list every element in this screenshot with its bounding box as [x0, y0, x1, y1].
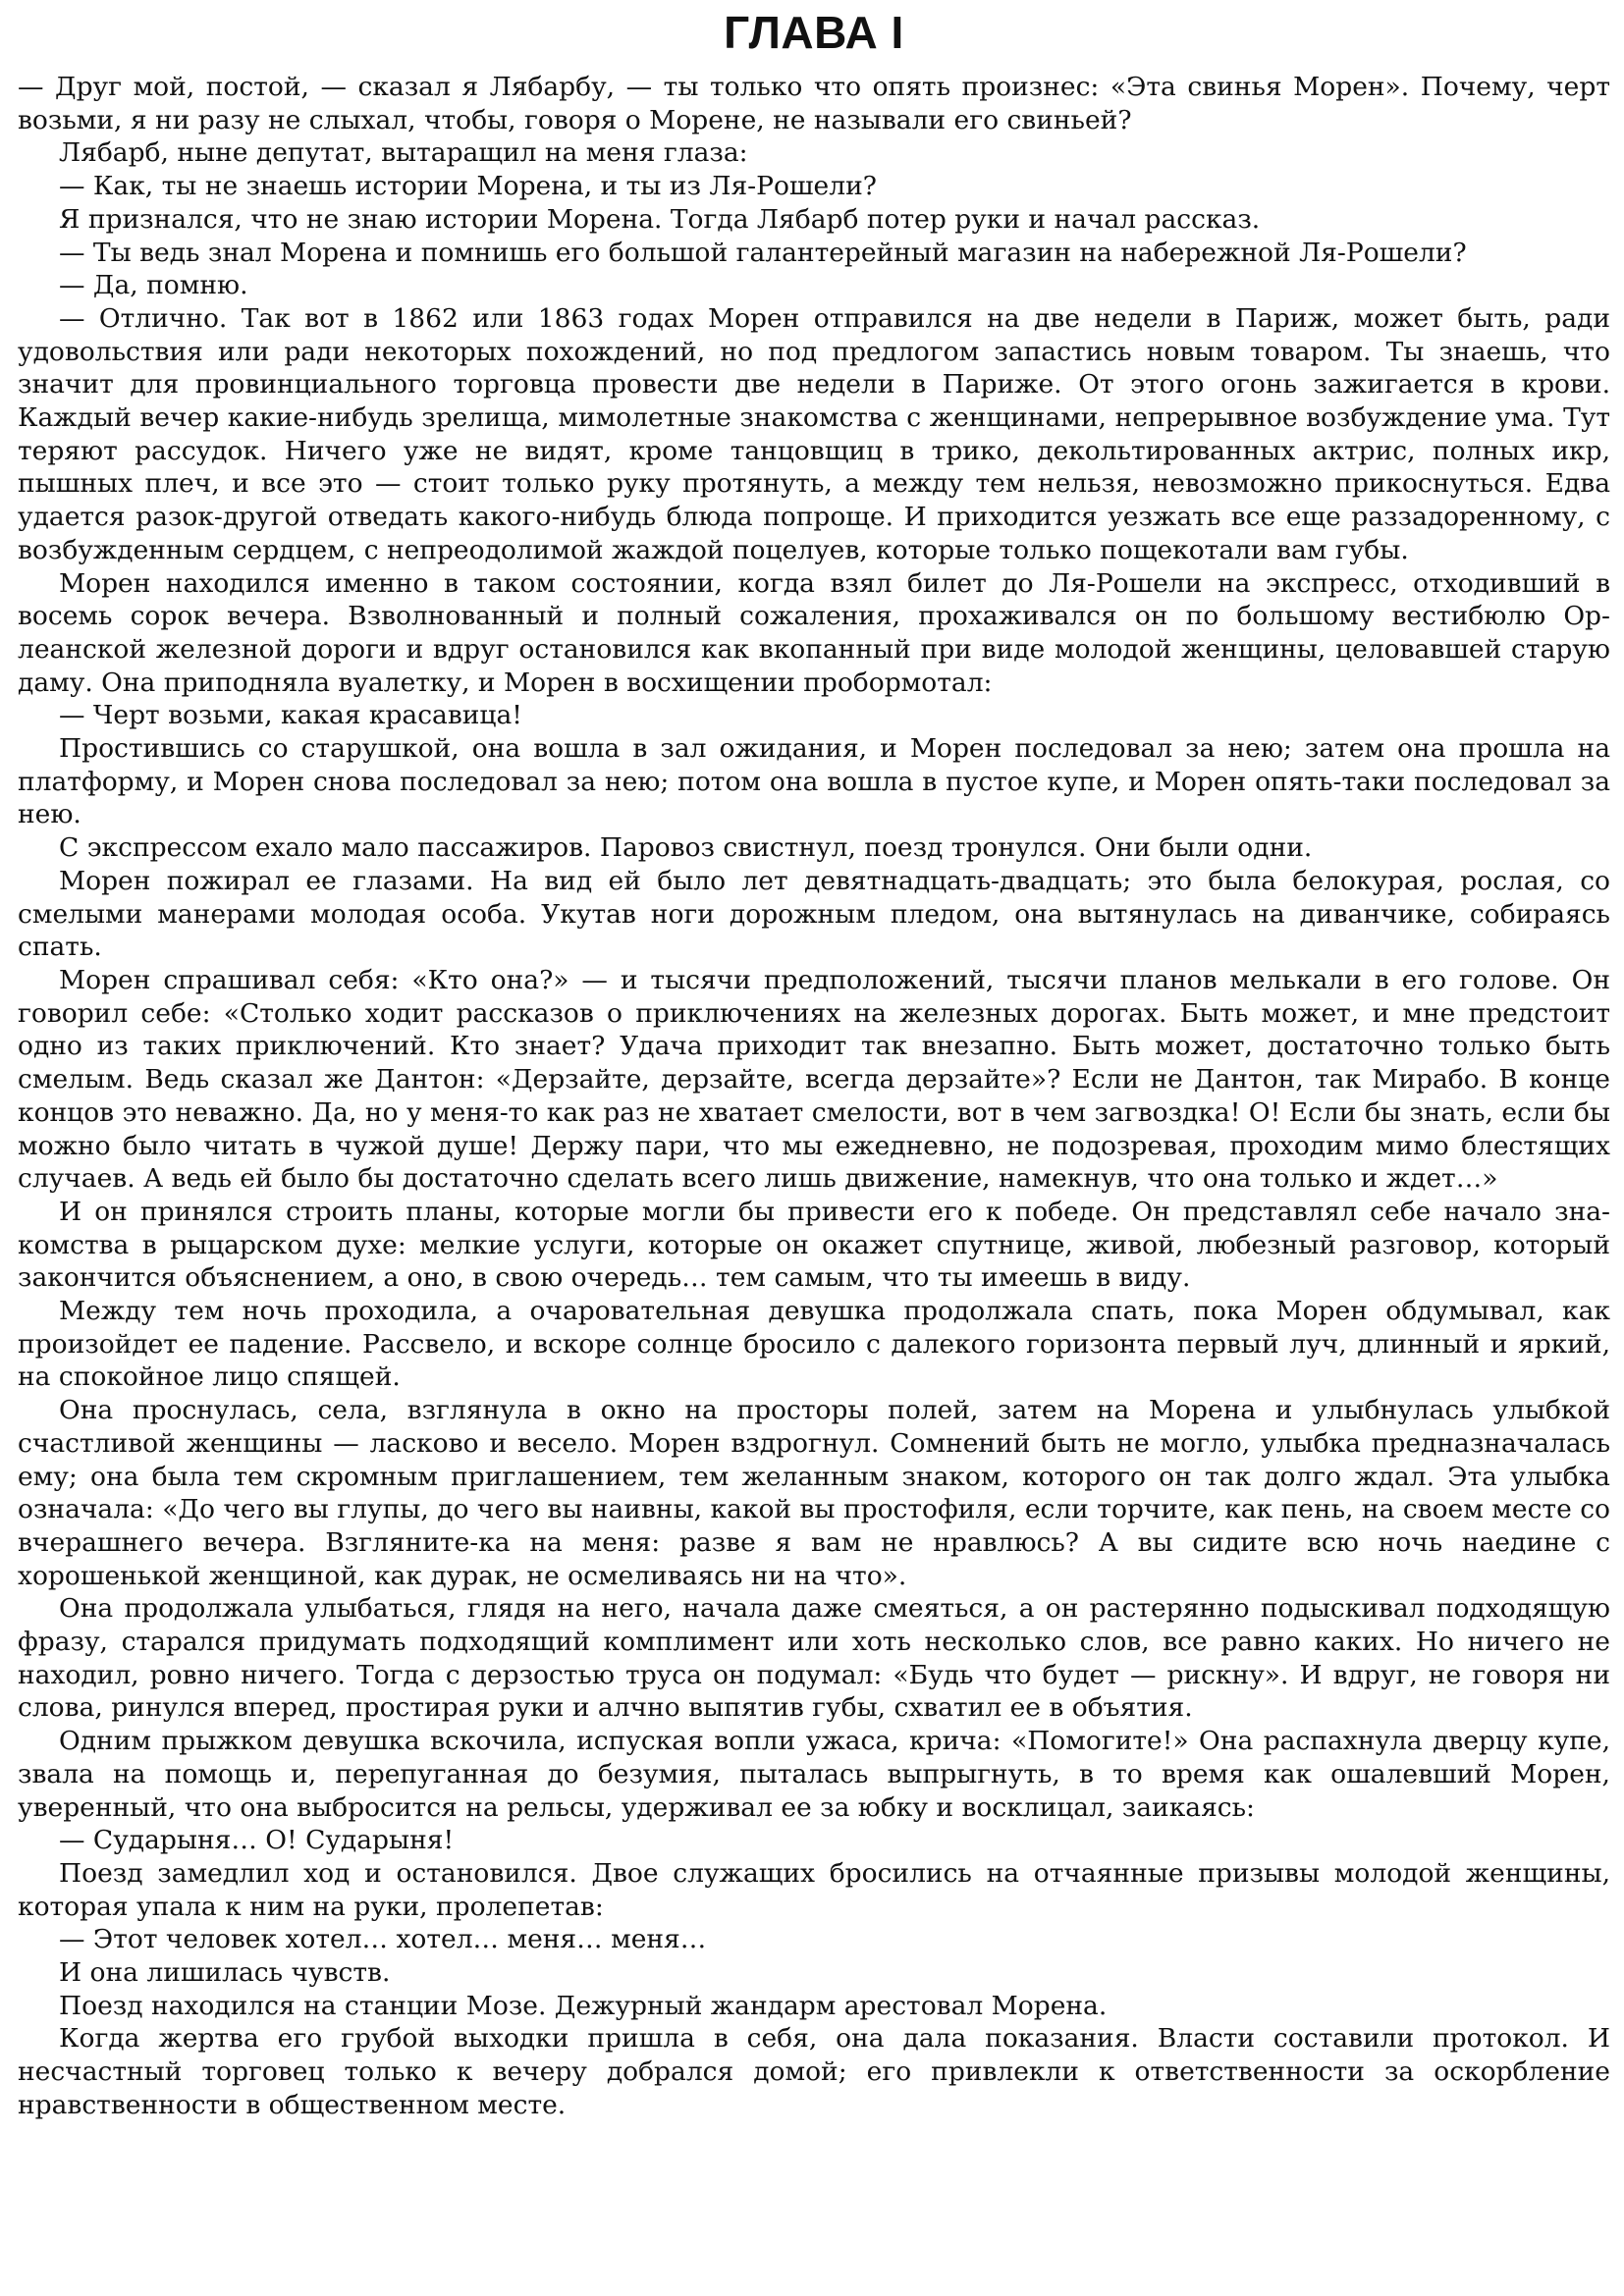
paragraph: Поезд замедлил ход и остановился. Двое служащих бросились на отчаянные призывы молодой женщины, которая упала к ним на руки, пролепетав:	[18, 1857, 1610, 1922]
paragraph: — Ты ведь знал Морена и помнишь его большой галантерейный магазин на набережной Ля-Рошели?	[59, 237, 1467, 268]
paragraph: С экспрессом ехало мало пассажиров. Паровоз свистнул, поезд тронулся. Они были одни.	[59, 832, 1313, 864]
paragraph: И он принялся строить планы, которые могли бы привести его к победе. Он представлял себе начало знакомства в рыцарском духе: мелкие услуги, которые он окажет спутнице, живой, любезный разговор, который закончится объяснением, а оно, в свою очередь… тем самым, что ты имеешь в виду.	[18, 1196, 1610, 1294]
paragraph: — Да, помню.	[59, 270, 248, 301]
paragraph: Когда жертва его грубой выходки пришла в себя, она дала показания. Власти составили протокол. И несчастный торговец только к вечеру добрался домой; его привлекли к ответственности за оскорбление нравственности в общественном месте.	[18, 2023, 1610, 2120]
paragraph: — Друг мой, постой, — сказал я Лябарбу, — ты только что опять произнес: «Эта свинья Морен». Почему, черт возьми, я ни разу не слыхал, чтобы, говоря о Морене, не называли его свиньей?	[18, 72, 1610, 135]
paragraph: Между тем ночь проходила, а очаровательная девушка продолжала спать, пока Морен обдумывал, как произойдет ее падение. Рассвело, и вскоре солнце бросило с далекого горизонта первый луч, длинный и яркий, на спокойное лицо спящей.	[18, 1296, 1610, 1393]
paragraph: — Как, ты не знаешь истории Морена, и ты из Ля-Рошели?	[59, 171, 877, 202]
paragraph: Одним прыжком девушка вскочила, испуская вопли ужаса, крича: «Помогите!» Она распахнула дверцу купе, звала на помощь и, перепуганная до безумия, пыталась выпрыгнуть, в то время как ошалевший Морен, уверенный, что она выбросится на рельсы, удерживал ее за юбку и восклицал, заикаясь:	[18, 1726, 1610, 1823]
paragraph: Морен спрашивал себя: «Кто она?» — и тысячи предположений, тысячи планов мелькали в его голове. Он говорил себе: «Столько ходит рассказов о приключениях на железных дорогах. Быть может, и мне предстоит одно из таких приключений. Кто знает? Удача приходит так внезапно. Быть может, достаточно только быть смелым. Ведь сказал же Дантон: «Дерзайте, дерзайте, всегда дерзайте»? Если не Дантон, так Мирабо. В конце концов это неважно. Да, но у меня-то как раз не хватает смелости, вот в чем загвоздка! О! Если бы знать, если бы можно было читать в чужой душе! Держу пари, что мы ежедневно, не подозревая, проходим мимо блестящих случаев. А ведь ей было бы достаточно сделать всего лишь движение, намекнув, что она только и ждет…»	[18, 964, 1610, 1195]
paragraph: Лябарб, ныне депутат, вытаращил на меня глаза:	[59, 137, 748, 169]
paragraph: Я признался, что не знаю истории Морена. Тогда Лябарб потер руки и начал рассказ.	[59, 203, 1261, 235]
paragraph: — Сударыня… О! Сударыня!	[59, 1825, 455, 1856]
paragraph: Она продолжала улыбаться, глядя на него, начала даже смеяться, а он растерянно подыскивал подходящую фразу, старался придумать подходящий комплимент или хоть несколько слов, все равно каких. Но ничего не находил, ровно ничего. Тогда с дерзостью труса он подумал: «Будь что будет — рискну». И вдруг, не говоря ни слова, ринулся вперед, простирая руки и алчно выпятив губы, схватил ее в объятия.	[18, 1593, 1610, 1724]
paragraph: Она проснулась, села, взглянула в окно на просторы полей, затем на Морена и улыбнулась улыбкой счастливой женщины — ласково и весело. Морен вздрогнул. Сомнений быть не могло, улыбка предназначалась ему; она была тем скромным приглашением, тем желанным знаком, которого он так долго ждал. Эта улыбка означала: «До чего вы глупы, до чего вы наивны, какой вы простофиля, если торчите, как пень, на своем месте со вчерашнего вечера. Взгляните-ка на меня: разве я вам не нравлюсь? А вы сидите всю ночь наедине с хорошенькой женщиной, как дурак, не осмеливаясь ни на что».	[18, 1395, 1610, 1591]
paragraph: — Этот человек хотел… хотел… меня… меня…	[59, 1924, 707, 1955]
paragraph: Морен пожирал ее глазами. На вид ей было лет девятнадцать-двадцать; это была белокурая, рослая, со смелыми манерами молодая особа. Укутав ноги дорожным пледом, она вытянулась на диванчике, собираясь спать.	[18, 865, 1610, 963]
chapter-title: ГЛАВА I	[724, 7, 904, 58]
paragraph: — Черт возьми, какая красавица!	[59, 700, 522, 731]
paragraph: Простившись со старушкой, она вошла в зал ожидания, и Морен последовал за нею; затем она прошла на платформу, и Морен снова последовал за нею; потом она вошла в пустое купе, и Морен опять-таки последовал за нею.	[18, 733, 1610, 830]
chapter-text	[18, 71, 1610, 2122]
paragraph: Морен находился именно в таком состоянии, когда взял билет до Ля-Рошели на экспресс, отходивший в восемь сорок вечера. Взволнованный и полный сожаления, прохаживался он по большому вестибюлю Орлеанской железной дороги и вдруг остановился как вкопанный при виде молодой женщины, целовавшей старую даму. Она приподняла вуалетку, и Морен в восхищении пробормотал:	[18, 567, 1610, 698]
paragraph: — Отлично. Так вот в 1862 или 1863 годах Морен отправился на две недели в Париж, может быть, ради удовольствия или ради некоторых похождений, но под предлогом запастись новым товаром. Ты знаешь, что значит для провинциального торговца провести две недели в Париже. От этого огонь зажигается в крови. Каждый вечер какие-нибудь зрелища, мимолетные знакомства с женщинами, непрерывное возбуждение ума. Тут теряют рассудок. Ничего уже не видят, кроме танцовщиц в трико, декольтированных актрис, полных икр, пышных плеч, и все это — стоит только руку протянуть, а между тем нельзя, невозможно прикоснуться. Едва удается разок-другой отведать какого-нибудь блюда попроще. И приходится уезжать все еще раззадоренному, с возбужденным сердцем, с непреодолимой жаждой поцелуев, которые только пощекотали вам губы.	[18, 302, 1610, 565]
paragraph: Поезд находился на станции Мозе. Дежурный жандарм арестовал Морена.	[59, 1990, 1108, 2021]
paragraph: И она лишилась чувств.	[59, 1957, 391, 1989]
